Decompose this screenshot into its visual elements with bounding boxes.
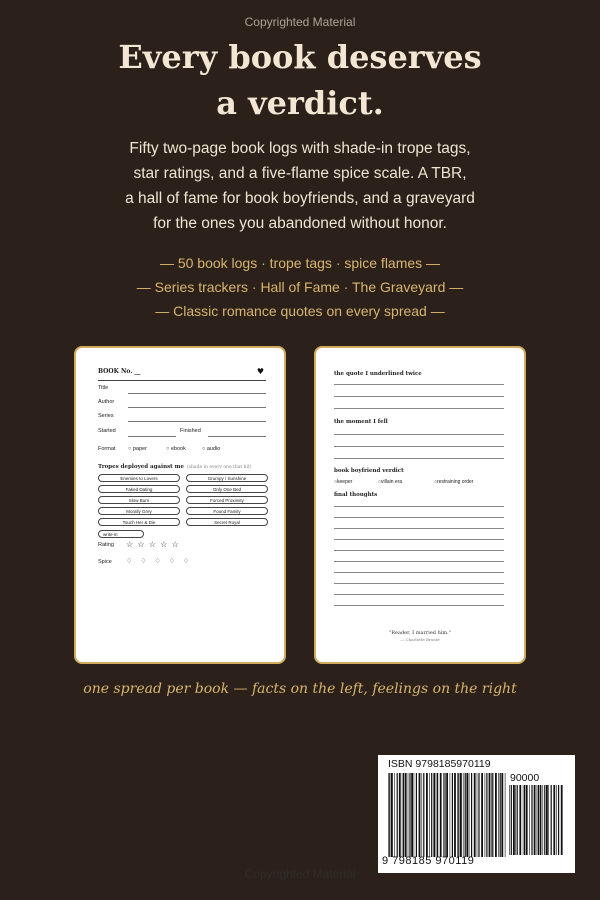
barcode-bar bbox=[423, 773, 424, 857]
trope-tag: Touch Her & Die bbox=[98, 518, 180, 526]
spread-caption: one spread per book — facts on the left, feelings on the right bbox=[83, 681, 517, 697]
title-line bbox=[128, 393, 266, 394]
barcode-bar bbox=[411, 773, 413, 857]
heart-icon: ♥ bbox=[256, 366, 264, 376]
headline-line-1: Every book deserves bbox=[118, 38, 482, 76]
barcode-bar bbox=[553, 785, 555, 855]
intro-paragraph bbox=[95, 136, 505, 236]
barcode-bar bbox=[469, 773, 470, 857]
barcode-bar bbox=[492, 773, 493, 857]
barcode-bar bbox=[486, 773, 487, 857]
barcode-bar bbox=[388, 773, 389, 857]
barcode-bar bbox=[540, 785, 542, 855]
quote-section-heading: the quote I underlined twice bbox=[334, 371, 422, 377]
quote-author: — Charlotte Brontë bbox=[400, 637, 440, 642]
final-thoughts-heading: final thoughts bbox=[334, 492, 378, 498]
writing-line bbox=[334, 528, 504, 529]
barcode-bar bbox=[416, 773, 417, 857]
intro-line: a hall of fame for book boyfriends, and a graveyard bbox=[125, 190, 475, 207]
barcode-bar bbox=[500, 773, 501, 857]
title-label: Title bbox=[98, 385, 109, 391]
author-field bbox=[98, 399, 266, 409]
barcode-bar bbox=[509, 785, 510, 855]
dates-field bbox=[98, 428, 266, 438]
feature-line: — Classic romance quotes on every spread — bbox=[155, 303, 445, 319]
trope-tag: Secret Royal bbox=[186, 518, 268, 526]
writing-line bbox=[334, 408, 504, 409]
barcode-bar bbox=[463, 773, 464, 857]
barcode-bar bbox=[519, 785, 521, 855]
barcode-bar bbox=[544, 785, 545, 855]
barcode-bar bbox=[534, 785, 536, 855]
intro-line: star ratings, and a five-flame spice scale. A TBR, bbox=[133, 165, 467, 182]
barcode-bar bbox=[397, 773, 398, 857]
barcode-bar bbox=[419, 773, 421, 857]
tropes-heading bbox=[98, 464, 252, 470]
barcode-bar bbox=[474, 773, 476, 857]
barcode-bar bbox=[477, 773, 478, 857]
barcode-bar bbox=[440, 773, 442, 857]
barcode-bar bbox=[408, 773, 409, 857]
write-in-tag: write-in bbox=[98, 530, 144, 538]
barcode-bar bbox=[394, 773, 395, 857]
classic-quote bbox=[316, 630, 524, 642]
writing-line bbox=[334, 605, 504, 606]
trope-tag: Faked Dating bbox=[98, 485, 180, 493]
barcode-bar bbox=[501, 773, 503, 857]
barcode-bar bbox=[454, 773, 456, 857]
barcode-bar bbox=[478, 773, 479, 857]
barcode-bar bbox=[437, 773, 438, 857]
star-rating-icons: ☆ ☆ ☆ ☆ ☆ bbox=[126, 540, 180, 549]
barcode-bar bbox=[433, 773, 435, 857]
writing-line bbox=[334, 583, 504, 584]
rating-row bbox=[98, 540, 180, 549]
flame-icons: ♢ ♢ ♢ ♢ ♢ bbox=[126, 558, 193, 565]
trope-tag: Only One Bed bbox=[186, 485, 268, 493]
series-label: Series bbox=[98, 413, 114, 419]
writing-line bbox=[334, 594, 504, 595]
watermark-top: Copyrighted Material bbox=[244, 15, 356, 29]
rating-label: Rating bbox=[98, 542, 114, 548]
barcode-bar bbox=[551, 785, 552, 855]
barcode-bar bbox=[457, 773, 458, 857]
barcode-bar bbox=[465, 773, 466, 857]
book-number-label: BOOK No. __ bbox=[98, 368, 141, 375]
trope-tag: Found Family bbox=[186, 507, 268, 515]
format-option-ebook: ○ ebook bbox=[166, 446, 186, 452]
format-option-label: ebook bbox=[170, 446, 186, 452]
barcode-bar bbox=[537, 785, 538, 855]
barcode-bar bbox=[523, 785, 524, 855]
verdict-section-heading: book boyfriend verdict bbox=[334, 468, 404, 474]
barcode-bar bbox=[524, 785, 525, 855]
left-page-preview bbox=[74, 346, 286, 664]
barcode-bar bbox=[409, 773, 410, 857]
isbn-barcode bbox=[388, 773, 506, 857]
barcode-bar bbox=[446, 773, 448, 857]
intro-line: Fifty two-page book logs with shade-in trope tags, bbox=[129, 140, 471, 157]
barcode-bar bbox=[422, 773, 423, 857]
barcode-bar bbox=[426, 773, 428, 857]
quote-text: "Reader, I married him." bbox=[388, 630, 452, 636]
barcode-bar bbox=[558, 785, 559, 855]
barcode-bar bbox=[515, 785, 516, 855]
barcode-bar bbox=[452, 773, 453, 857]
watermark-bottom: Copyrighted Material bbox=[244, 867, 356, 881]
title-field bbox=[98, 385, 266, 395]
writing-line bbox=[334, 446, 504, 447]
right-page-preview bbox=[314, 346, 526, 664]
spice-label: Spice bbox=[98, 559, 112, 565]
format-option-label: audio bbox=[206, 446, 221, 452]
writing-line bbox=[334, 396, 504, 397]
started-line bbox=[128, 436, 176, 437]
series-field bbox=[98, 413, 266, 423]
writing-line bbox=[334, 517, 504, 518]
barcode-bar bbox=[548, 785, 549, 855]
barcode-box bbox=[378, 755, 575, 873]
writing-line bbox=[334, 572, 504, 573]
book-number-header bbox=[98, 368, 266, 381]
barcode-bar bbox=[495, 773, 497, 857]
barcode-bar bbox=[405, 773, 407, 857]
barcode-bar bbox=[489, 773, 491, 857]
barcode-bar bbox=[538, 785, 539, 855]
barcode-bar bbox=[450, 773, 451, 857]
barcode-bar bbox=[491, 773, 492, 857]
isbn-label: ISBN 9798185970119 bbox=[388, 758, 491, 770]
trope-tag: Grumpy / Sunshine bbox=[186, 474, 268, 482]
barcode-bar bbox=[403, 773, 404, 857]
tropes-heading-text: Tropes deployed against me bbox=[98, 464, 184, 470]
barcode-bar bbox=[561, 785, 563, 855]
barcode-bar bbox=[505, 773, 506, 857]
finished-label: Finished bbox=[180, 428, 201, 434]
trope-tag: Enemies to Lovers bbox=[98, 474, 180, 482]
writing-line bbox=[334, 561, 504, 562]
barcode-bar bbox=[556, 785, 557, 855]
barcode-bar bbox=[444, 773, 445, 857]
price-barcode bbox=[509, 785, 565, 855]
format-option-paper: ○ paper bbox=[128, 446, 147, 452]
writing-line bbox=[334, 550, 504, 551]
trope-tag: Forced Proximity bbox=[186, 496, 268, 504]
intro-line: for the ones you abandoned without honor. bbox=[153, 215, 447, 232]
price-code: 90000 bbox=[510, 772, 540, 784]
feature-list bbox=[0, 251, 600, 323]
barcode-bar bbox=[485, 773, 486, 857]
barcode-bar bbox=[391, 773, 393, 857]
verdict-option-label: villain era bbox=[381, 479, 403, 485]
barcode-bar bbox=[436, 773, 437, 857]
barcode-bar bbox=[443, 773, 444, 857]
barcode-bar bbox=[543, 785, 544, 855]
barcode-bar bbox=[414, 773, 415, 857]
tropes-note: (shade in every one that hit) bbox=[186, 465, 252, 470]
barcode-bar bbox=[513, 785, 515, 855]
trope-tag: Slow Burn bbox=[98, 496, 180, 504]
author-label: Author bbox=[98, 399, 115, 405]
barcode-bar bbox=[402, 773, 403, 857]
barcode-bar bbox=[460, 773, 462, 857]
barcode-bar bbox=[526, 785, 528, 855]
barcode-bar bbox=[389, 773, 390, 857]
barcode-bar bbox=[431, 773, 432, 857]
barcode-bar bbox=[498, 773, 499, 857]
writing-line bbox=[334, 384, 504, 385]
barcode-bar bbox=[429, 773, 430, 857]
format-label: Format bbox=[98, 446, 116, 452]
format-option-label: paper bbox=[132, 446, 147, 452]
started-label: Started bbox=[98, 428, 116, 434]
writing-line bbox=[334, 506, 504, 507]
author-line bbox=[128, 407, 266, 408]
headline-line-2: a verdict. bbox=[216, 84, 384, 122]
writing-line bbox=[334, 539, 504, 540]
barcode-bar bbox=[399, 773, 401, 857]
moment-section-heading: the moment I fell bbox=[334, 419, 388, 425]
verdict-option: ○ keeper bbox=[334, 479, 353, 485]
barcode-bar bbox=[458, 773, 459, 857]
format-option-audio: ○ audio bbox=[202, 446, 221, 452]
barcode-bar bbox=[481, 773, 483, 857]
writing-line bbox=[334, 434, 504, 435]
spice-row bbox=[98, 558, 193, 565]
headline bbox=[0, 34, 600, 126]
barcode-bar bbox=[471, 773, 472, 857]
barcode-bar bbox=[546, 785, 548, 855]
barcode-bar bbox=[511, 785, 512, 855]
barcode-bar bbox=[531, 785, 532, 855]
barcode-bar bbox=[466, 773, 468, 857]
feature-line: — 50 book logs · trope tags · spice flames — bbox=[159, 255, 441, 271]
verdict-option-label: restraining order bbox=[437, 479, 474, 485]
barcode-bar bbox=[517, 785, 518, 855]
verdict-option-label: keeper bbox=[337, 479, 353, 485]
verdict-option: ○ restraining order bbox=[434, 479, 474, 485]
trope-tag: Morally Grey bbox=[98, 507, 180, 515]
finished-line bbox=[208, 436, 266, 437]
isbn-digits: 9 798185 970119 bbox=[382, 855, 475, 867]
feature-line: — Series trackers · Hall of Fame · The Graveyard — bbox=[136, 279, 464, 295]
series-line bbox=[128, 421, 266, 422]
barcode-bar bbox=[529, 785, 530, 855]
writing-line bbox=[334, 458, 504, 459]
verdict-option: ○ villain era bbox=[378, 479, 403, 485]
